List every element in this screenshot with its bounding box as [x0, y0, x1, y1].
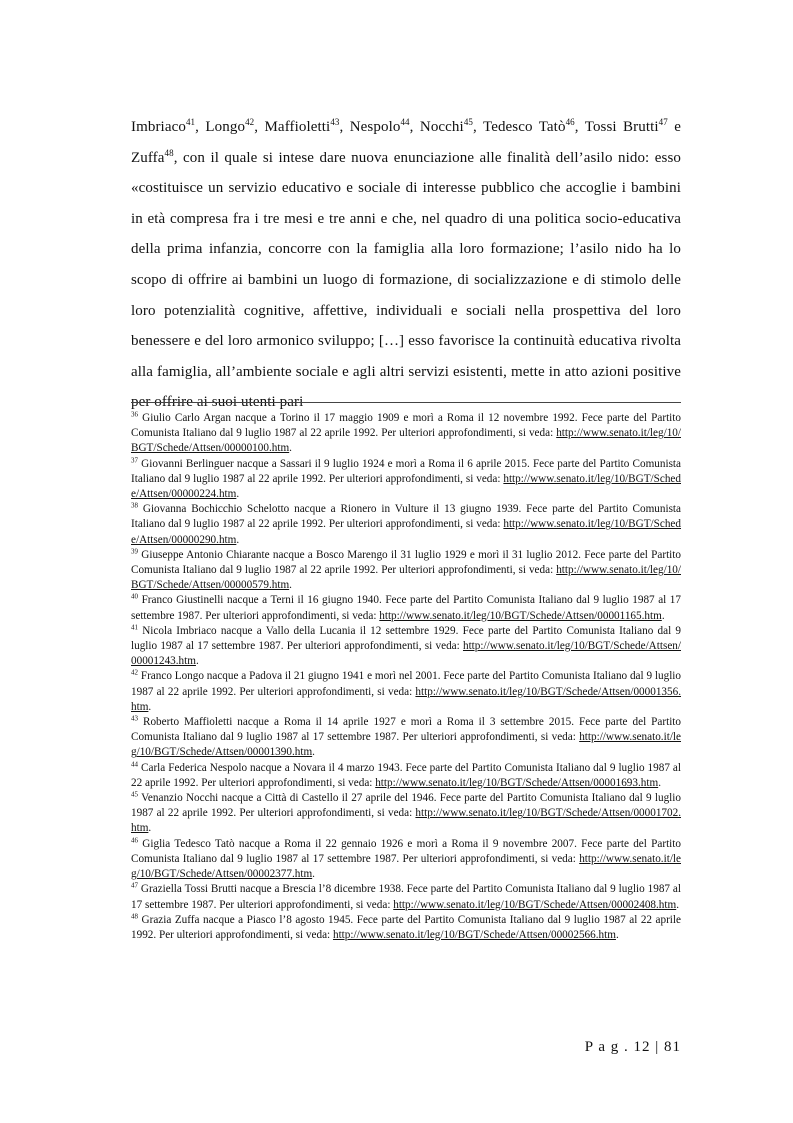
footnote: $^{36}$ Giulio Carlo Argan nacque a Torino il 17 maggio 1909 e morì a Roma il 12 novembre 1992. Fece parte del Partito Comunista Italiano dal 9 luglio 1987 al 22 aprile 1992. Per ulteriori approfondimenti, si veda: http://www.senato.it/leg/10/BGT/Schede/Attsen/00000100.htm.: [131, 410, 681, 455]
footnote-reference[interactable]: 44: [400, 117, 410, 127]
footnote-number: 37: [131, 455, 138, 464]
footnote-link[interactable]: http://www.senato.it/leg/10/BGT/Schede/Attsen/00000290.htm: [131, 518, 681, 546]
body-paragraph: [131, 112, 681, 418]
footnote-number: 48: [131, 911, 138, 920]
footnote-number: 38: [131, 501, 138, 510]
footnote-link[interactable]: http://www.senato.it/leg/10/BGT/Schede/Attsen/00002408.htm: [393, 898, 677, 911]
body-text-segment: , Tedesco Tatò: [473, 119, 566, 135]
footnote-number: 39: [131, 547, 138, 556]
body-text-segment: , Tossi Brutti: [574, 119, 659, 135]
footnote-text: Carla Federica Nespolo nacque a Novara il 4 marzo 1943. Fece parte del Partito Comunista Italiano dal 9 luglio 1987 al 22 aprile 1992. Per ulteriori approfondimenti, si veda:: [131, 761, 682, 789]
footnote: $^{39}$ Giuseppe Antonio Chiarante nacque a Bosco Marengo il 31 luglio 1929 e morì il 31 luglio 2012. Fece parte del Partito Comunista Italiano dal 9 luglio 1987 al 22 aprile 1992. Per ulteriori approfondimenti, si veda: http://www.senato.it/leg/10/BGT/Schede/Attsen/00000579.htm.: [131, 547, 681, 592]
footnote-number: 46: [131, 835, 138, 844]
footnote: $^{37}$ Giovanni Berlinguer nacque a Sassari il 9 luglio 1924 e morì a Roma il 6 aprile 2015. Fece parte del Partito Comunista Italiano dal 9 luglio 1987 al 22 aprile 1992. Per ulteriori approfondimenti, si veda: http://www.senato.it/leg/10/BGT/Schede/Attsen/00000224.htm.: [131, 455, 681, 501]
footnote-reference[interactable]: 42: [245, 117, 255, 127]
footnote-text: Giulio Carlo Argan nacque a Torino il 17 maggio 1909 e morì a Roma il 12 novembre 1992. Fece parte del Partito Comunista Italiano dal 9 luglio 1987 al 22 aprile 1992. Per ulteriori approfondimenti, si veda:: [131, 412, 681, 440]
footnote-number: 42: [131, 668, 138, 677]
footnote-separator: [131, 402, 681, 403]
footnote: $^{45}$ Venanzio Nocchi nacque a Città di Castello il 27 aprile del 1946. Fece parte del Partito Comunista Italiano dal 9 luglio 1987 al 22 aprile 1992. Per ulteriori approfondimenti, si veda: http://www.senato.it/leg/10/BGT/Schede/Attsen/00001702.htm.: [131, 790, 681, 835]
footnote-reference[interactable]: 46: [565, 117, 575, 127]
body-text-segment: , Nocchi: [409, 119, 464, 135]
footnote-reference[interactable]: 41: [185, 117, 196, 127]
footnote-number: 36: [131, 410, 138, 419]
body-text-segment: , Nespolo: [339, 119, 401, 135]
footnote: $^{41}$ Nicola Imbriaco nacque a Vallo della Lucania il 12 settembre 1929. Fece parte del Partito Comunista Italiano dal 9 luglio 1987 al 17 settembre 1987. Per ulteriori approfondimenti, si veda: http://www.senato.it/leg/10/BGT/Schede/Attsen/00001243.htm.: [131, 623, 681, 668]
footnote-text: Giovanna Bochicchio Schelotto nacque a Rionero in Vulture il 13 giugno 1939. Fece parte del Partito Comunista Italiano dal 9 luglio 1987 al 22 aprile 1992. Per ulteriori approfondimenti, si veda:: [131, 503, 681, 531]
footnote-text: Franco Longo nacque a Padova il 21 giugno 1941 e morì nel 2001. Fece parte del Partito Comunista Italiano dal 9 luglio 1987 al 22 aprile 1992. Per ulteriori approfondimenti, si veda:: [131, 670, 682, 698]
footnote-reference[interactable]: 47: [658, 117, 668, 127]
footnote-number: 43: [131, 714, 138, 723]
footnote: $^{48}$ Grazia Zuffa nacque a Piasco l’8 agosto 1945. Fece parte del Partito Comunista Italiano dal 9 luglio 1987 al 22 aprile 1992. Per ulteriori approfondimenti, si veda: http://www.senato.it/leg/10/BGT/Schede/Attsen/00002566.htm.: [131, 911, 681, 941]
page-number: P a g . 12 | 81: [584, 1039, 681, 1055]
footnote: $^{44}$ Carla Federica Nespolo nacque a Novara il 4 marzo 1943. Fece parte del Partito Comunista Italiano dal 9 luglio 1987 al 22 aprile 1992. Per ulteriori approfondimenti, si veda: http://www.senato.it/leg/10/BGT/Schede/Attsen/00001693.htm.: [131, 759, 682, 789]
footnotes-section: [131, 411, 681, 943]
body-text-segment: , Longo: [195, 119, 246, 135]
footnote-text: Grazia Zuffa nacque a Piasco l’8 agosto 1945. Fece parte del Partito Comunista Italiano dal 9 luglio 1987 al 22 aprile 1992. Per ulteriori approfondimenti, si veda:: [131, 913, 681, 941]
body-text-segment: Imbriaco: [131, 119, 186, 135]
footnote-reference[interactable]: 43: [330, 117, 340, 127]
footnote-reference[interactable]: 45: [463, 117, 474, 127]
footnote-text: Giuseppe Antonio Chiarante nacque a Bosco Marengo il 31 luglio 1929 e morì il 31 luglio 2012. Fece parte del Partito Comunista Italiano dal 9 luglio 1987 al 22 aprile 1992. Per ulteriori approfondimenti, si veda:: [131, 548, 681, 577]
body-text-segment: e Zuffa: [131, 119, 682, 166]
footnote-number: 45: [131, 790, 138, 799]
footnote-number: 47: [131, 881, 138, 890]
footnote-text: Roberto Maffioletti nacque a Roma il 14 aprile 1927 e morì a Roma il 3 settembre 2015. Fece parte del Partito Comunista Italiano dal 9 luglio 1987 al 17 settembre 1987. Per ulteriori approfondimenti, si veda:: [131, 716, 681, 744]
footnote: $^{46}$ Giglia Tedesco Tatò nacque a Roma il 22 gennaio 1926 e morì a Roma il 9 novembre 2007. Fece parte del Partito Comunista Italiano dal 9 luglio 1987 al 17 settembre 1987. Per ulteriori approfondimenti, si veda: http://www.senato.it/leg/10/BGT/Schede/Attsen/00002377.htm.: [131, 835, 681, 881]
footnote-link[interactable]: http://www.senato.it/leg/10/BGT/Schede/Attsen/00001356.htm: [131, 685, 681, 713]
footnote-link[interactable]: http://www.senato.it/leg/10/BGT/Schede/Attsen/00000224.htm: [131, 472, 681, 501]
footnote-text: Nicola Imbriaco nacque a Vallo della Lucania il 12 settembre 1929. Fece parte del Partito Comunista Italiano dal 9 luglio 1987 al 17 settembre 1987. Per ulteriori approfondimenti, si veda:: [131, 624, 681, 653]
footnote-link[interactable]: http://www.senato.it/leg/10/BGT/Schede/Attsen/00000100.htm: [131, 427, 681, 455]
footnote-link[interactable]: http://www.senato.it/leg/10/BGT/Schede/Attsen/00002566.htm: [332, 928, 616, 941]
footnote-link[interactable]: http://www.senato.it/leg/10/BGT/Schede/Attsen/00001243.htm: [131, 640, 681, 668]
footnote-link[interactable]: http://www.senato.it/leg/10/BGT/Schede/Attsen/00001693.htm: [375, 776, 659, 789]
footnote: $^{42}$ Franco Longo nacque a Padova il 21 giugno 1941 e morì nel 2001. Fece parte del Partito Comunista Italiano dal 9 luglio 1987 al 22 aprile 1992. Per ulteriori approfondimenti, si veda: http://www.senato.it/leg/10/BGT/Schede/Attsen/00001356.htm.: [131, 668, 682, 713]
footnote-text: Giovanni Berlinguer nacque a Sassari il 9 luglio 1924 e morì a Roma il 6 aprile 2015. Fece parte del Partito Comunista Italiano dal 9 luglio 1987 al 22 aprile 1992. Per ulteriori approfondimenti, si veda:: [131, 457, 681, 485]
footnote-reference[interactable]: 48: [164, 147, 174, 158]
body-text-segment: , Maffioletti: [254, 119, 331, 135]
footnote-text: Graziella Tossi Brutti nacque a Brescia l’8 dicembre 1938. Fece parte del Partito Comunista Italiano dal 9 luglio 1987 al 17 settembre 1987. Per ulteriori approfondimenti, si veda:: [131, 883, 681, 911]
footnote: $^{43}$ Roberto Maffioletti nacque a Roma il 14 aprile 1927 e morì a Roma il 3 settembre 2015. Fece parte del Partito Comunista Italiano dal 9 luglio 1987 al 17 settembre 1987. Per ulteriori approfondimenti, si veda: http://www.senato.it/leg/10/BGT/Schede/Attsen/00001390.htm.: [131, 714, 681, 759]
footnote-link[interactable]: http://www.senato.it/leg/10/BGT/Schede/Attsen/00001165.htm: [379, 609, 662, 622]
footnote-link[interactable]: http://www.senato.it/leg/10/BGT/Schede/Attsen/00001390.htm: [131, 731, 681, 759]
footnote-number: 40: [131, 592, 138, 601]
footnote-text: Giglia Tedesco Tatò nacque a Roma il 22 gennaio 1926 e morì a Roma il 9 novembre 2007. Fece parte del Partito Comunista Italiano dal 9 luglio 1987 al 17 settembre 1987. Per ulteriori approfondimenti, si veda:: [131, 837, 681, 865]
footnote: $^{47}$ Graziella Tossi Brutti nacque a Brescia l’8 dicembre 1938. Fece parte del Partito Comunista Italiano dal 9 luglio 1987 al 17 settembre 1987. Per ulteriori approfondimenti, si veda: http://www.senato.it/leg/10/BGT/Schede/Attsen/00002408.htm.: [131, 881, 681, 911]
body-text-segment: , con il quale si intese dare nuova enunciazione alle finalità dell’asilo nido: esso «costituisce un servizio educativo e sociale di interesse pubblico che accoglie i bambini in età compresa fra i tre mesi e tre anni e che, nel quadro di una politica socio-educativa della prima infanzia, concorre con la famiglia alla loro formazione; l’asilo nido ha lo scopo di offrire ai bambini un luogo di formazione, di socializzazione e di stimolo delle loro potenzialità cognitive, affettive, individuali e sociali nella prospettiva del loro benessere e del loro armonico sviluppo; […] esso favorisce la continuità educativa rivolta alla famiglia, all’ambiente sociale e agli altri servizi esistenti, mette in atto azioni positive per offrire ai suoi utenti pari: [131, 149, 681, 411]
footnote-number: 41: [131, 623, 138, 632]
footnote-text: Venanzio Nocchi nacque a Città di Castello il 27 aprile del 1946. Fece parte del Partito Comunista Italiano dal 9 luglio 1987 al 22 aprile 1992. Per ulteriori approfondimenti, si veda:: [131, 792, 681, 820]
footnote: $^{38}$ Giovanna Bochicchio Schelotto nacque a Rionero in Vulture il 13 giugno 1939. Fece parte del Partito Comunista Italiano dal 9 luglio 1987 al 22 aprile 1992. Per ulteriori approfondimenti, si veda: http://www.senato.it/leg/10/BGT/Schede/Attsen/00000290.htm.: [131, 501, 681, 546]
footnote-link[interactable]: http://www.senato.it/leg/10/BGT/Schede/Attsen/00002377.htm: [131, 852, 681, 881]
footnote-link[interactable]: http://www.senato.it/leg/10/BGT/Schede/Attsen/00001702.htm: [131, 807, 681, 835]
footnote-text: Franco Giustinelli nacque a Terni il 16 giugno 1940. Fece parte del Partito Comunista Italiano dal 9 luglio 1987 al 17 settembre 1987. Per ulteriori approfondimenti, si veda:: [131, 594, 681, 622]
footnote-number: 44: [131, 759, 138, 768]
footnote: $^{40}$ Franco Giustinelli nacque a Terni il 16 giugno 1940. Fece parte del Partito Comunista Italiano dal 9 luglio 1987 al 17 settembre 1987. Per ulteriori approfondimenti, si veda: http://www.senato.it/leg/10/BGT/Schede/Attsen/00001165.htm.: [131, 592, 681, 622]
footnote-link[interactable]: http://www.senato.it/leg/10/BGT/Schede/Attsen/00000579.htm: [131, 564, 681, 592]
